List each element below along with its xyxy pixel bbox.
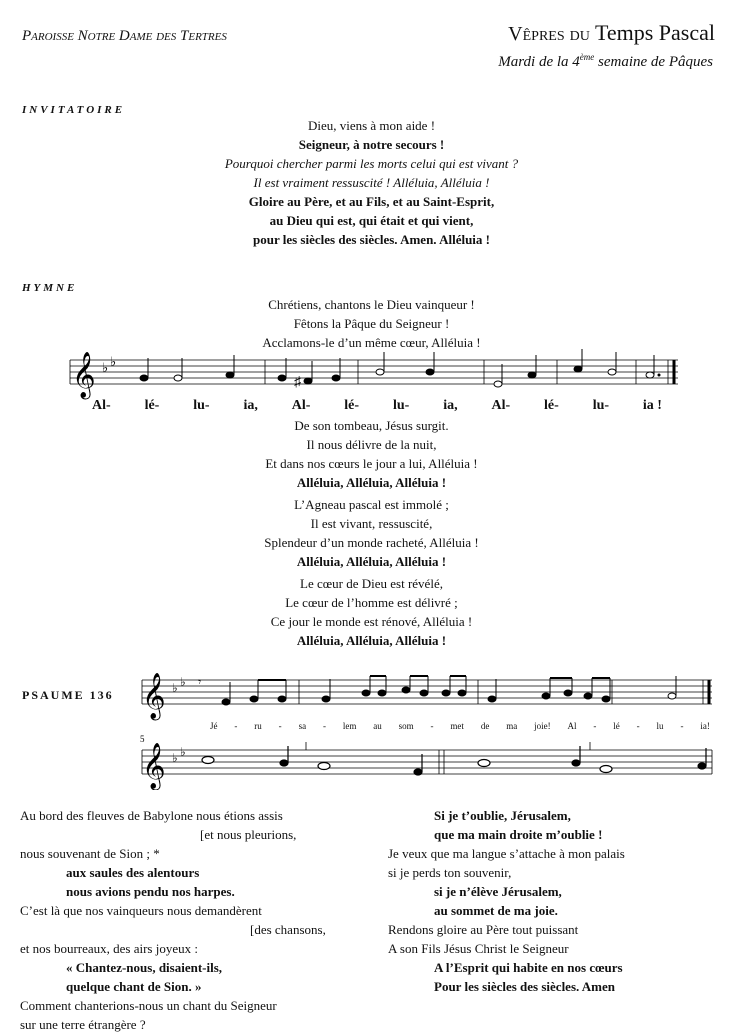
psalm-verse-line: [des chansons,	[250, 922, 326, 937]
psalm-verse-line: que ma main droite m’oublie !	[434, 827, 603, 842]
hymne-stanza	[0, 574, 743, 650]
psalm-verse-line: et nos bourreaux, des airs joyeux :	[20, 941, 198, 956]
hymne-line: L’Agneau pascal est immolé ;	[294, 497, 449, 512]
hymne-line: Alléluia, Alléluia, Alléluia !	[296, 475, 447, 490]
lyric-syllable: lé	[613, 721, 620, 731]
treble-clef-icon: 𝄞	[142, 743, 166, 788]
invitatoire-line: au Dieu qui est, qui était et qui vient,	[269, 213, 474, 228]
lyric-syllable: lu-	[392, 398, 410, 413]
psalm-verse-line: Comment chanterions-nous un chant du Seigneur	[20, 998, 277, 1013]
lyric-syllable: Al-	[291, 398, 311, 413]
psalm-verse-line: « Chantez-nous, disaient-ils,	[66, 960, 223, 975]
lyric-syllable: ma	[506, 721, 518, 731]
lyric-syllable: de	[480, 721, 490, 731]
treble-clef-icon: 𝄞	[72, 352, 96, 397]
page-subtitle	[498, 52, 713, 71]
psalm-verse-line: Rendons gloire au Père tout puissant	[388, 922, 579, 937]
psalm-verse-line: C’est là que nos vainqueurs nous demandèrent	[20, 903, 262, 918]
subtitle-b: semaine de Pâques	[594, 54, 713, 70]
hymne-line: Splendeur d’un monde racheté, Alléluia !	[264, 535, 479, 550]
psalm-verse-line: A son Fils Jésus Christ le Seigneur	[388, 941, 569, 956]
invitatoire-line: Gloire au Père, et au Fils, et au Saint-Esprit,	[248, 194, 495, 209]
invitatoire-line: Il est vraiment ressuscité ! Alléluia, Alléluia !	[253, 175, 490, 190]
lyric-syllable: -	[430, 721, 434, 731]
hymne-line: Acclamons-le d’un même cœur, Alléluia !	[262, 335, 481, 350]
hymne-line: Il est vivant, ressuscité,	[310, 516, 433, 531]
psalm-verse-line: A l’Esprit qui habite en nos cœurs	[434, 960, 623, 975]
flat-icon: ♭	[172, 751, 178, 765]
flat-icon: ♭	[102, 360, 109, 375]
lyric-syllable: lem	[342, 721, 357, 731]
psalm-verse-line: Si je t’oublie, Jérusalem,	[434, 808, 571, 823]
flat-icon: ♭	[180, 745, 186, 759]
svg-text:♯: ♯	[294, 375, 301, 390]
subtitle-a: Mardi de la 4	[498, 54, 580, 70]
lyric-syllable: lu	[656, 721, 664, 731]
lyric-syllable: Jé	[210, 721, 218, 731]
hymne-stanza	[0, 495, 743, 571]
psaume-lyrics	[210, 721, 710, 731]
lyric-syllable: lé-	[344, 398, 360, 413]
lyric-syllable: Al	[567, 721, 577, 731]
psalm-verse-line: nous avions pendu nos harpes.	[66, 884, 235, 899]
lyric-syllable: joie!	[534, 721, 551, 731]
psalm-verse-line: nous souvenant de Sion ; *	[20, 846, 160, 861]
psaume-heading: PSAUME 136	[22, 688, 114, 702]
hymne-line: De son tombeau, Jésus surgit.	[294, 418, 449, 433]
invitatoire-line: Dieu, viens à mon aide !	[307, 118, 436, 133]
psalm-verse-line: Au bord des fleuves de Babylone nous étions assis	[20, 808, 283, 823]
hymne-line: Le cœur de Dieu est révélé,	[300, 576, 443, 591]
lyric-syllable: -	[636, 721, 640, 731]
lyric-syllable: sa	[298, 721, 307, 731]
invitatoire-line: Pourquoi chercher parmi les morts celui qui est vivant ?	[224, 156, 519, 171]
invitatoire-line: pour les siècles des siècles. Amen. Alléluia !	[253, 232, 490, 247]
lyric-syllable: -	[680, 721, 684, 731]
hymne-line: Et dans nos cœurs le jour a lui, Alléluia !	[265, 456, 478, 471]
treble-clef-icon: 𝄞	[142, 673, 166, 718]
lyric-syllable: au	[373, 721, 382, 731]
lyric-syllable: Al-	[491, 398, 511, 413]
invitatoire-line: Seigneur, à notre secours !	[298, 137, 445, 152]
psalm-verse-line: si je n’élève Jérusalem,	[434, 884, 562, 899]
lyric-syllable: -	[234, 721, 238, 731]
measure-number: 5	[140, 734, 145, 744]
psaume-staff-1	[136, 664, 716, 724]
psaume-staff-2	[136, 734, 716, 790]
lyric-syllable: som	[398, 721, 414, 731]
hymne-line: Alléluia, Alléluia, Alléluia !	[296, 554, 447, 569]
lyric-syllable: ia!	[700, 721, 710, 731]
psalm-verse-line: au sommet de ma joie.	[434, 903, 558, 918]
psalm-verse-line: si je perds ton souvenir,	[388, 865, 512, 880]
hymne-line: Fêtons la Pâque du Seigneur !	[293, 316, 450, 331]
psalm-verse-line: quelque chant de Sion. »	[66, 979, 202, 994]
flat-icon: ♭	[172, 681, 178, 695]
invitatoire-heading: INVITATOIRE	[22, 104, 126, 116]
psalm-verse-line: sur une terre étrangère ?	[20, 1017, 146, 1032]
lyric-syllable: -	[322, 721, 326, 731]
lyric-syllable: -	[593, 721, 597, 731]
hymne-line: Chrétiens, chantons le Dieu vainqueur !	[268, 297, 475, 312]
hymne-stanza	[0, 416, 743, 492]
psalm-verse-line: aux saules des alentours	[66, 865, 200, 880]
hymne-line: Alléluia, Alléluia, Alléluia !	[296, 633, 447, 648]
psalm-verse-line: Pour les siècles des siècles. Amen	[434, 979, 616, 994]
rest-icon: 𝄾	[198, 675, 202, 689]
lyric-syllable: met	[450, 721, 464, 731]
lyric-syllable: ia,	[443, 398, 458, 413]
psalm-verse-line: Je veux que ma langue s’attache à mon palais	[388, 846, 625, 861]
lyric-syllable: -	[278, 721, 282, 731]
parish-name: Paroisse Notre Dame des Tertres	[22, 28, 227, 44]
lyric-syllable: ru	[254, 721, 262, 731]
page-title-a: Vêpres du	[508, 23, 590, 45]
page-title-b: Temps Pascal	[594, 20, 715, 45]
flat-icon: ♭	[110, 354, 117, 369]
lyric-syllable: ia,	[243, 398, 258, 413]
hymne-line: Ce jour le monde est rénové, Alléluia !	[270, 614, 473, 629]
flat-icon: ♭	[180, 675, 186, 689]
hymne-line: Le cœur de l’homme est délivré ;	[285, 595, 458, 610]
hymne-heading: HYMNE	[22, 282, 78, 294]
lyric-syllable: lu-	[592, 398, 610, 413]
psalm-verse-line: [et nous pleurions,	[200, 827, 297, 842]
hymne-refrain-lyrics	[92, 398, 662, 414]
lyric-syllable: Al-	[92, 398, 111, 413]
lyric-syllable: lé-	[144, 398, 160, 413]
hymne-line: Il nous délivre de la nuit,	[306, 437, 437, 452]
psaume-right-column	[388, 806, 728, 996]
lyric-syllable: lé-	[544, 398, 559, 413]
lyric-syllable: ia !	[642, 398, 662, 413]
subtitle-sup: ème	[579, 52, 595, 62]
hymne-intro	[0, 295, 743, 352]
lyric-syllable: lu-	[193, 398, 210, 413]
page-title	[508, 20, 715, 46]
invitatoire-block	[0, 116, 743, 249]
psaume-left-column	[20, 806, 370, 1034]
